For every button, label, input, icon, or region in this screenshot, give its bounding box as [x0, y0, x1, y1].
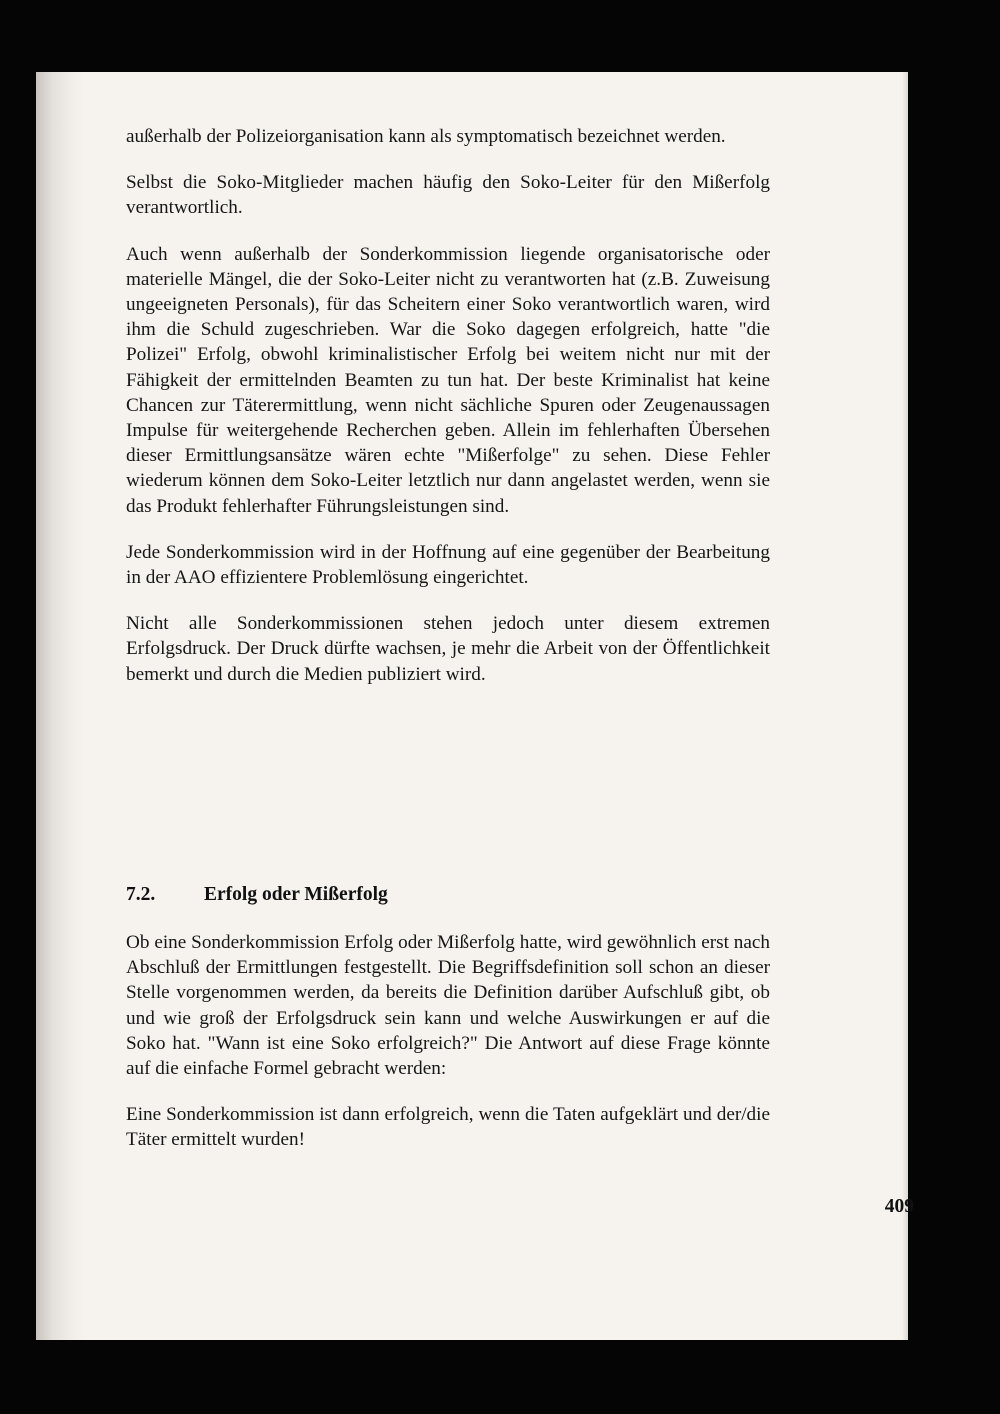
section-heading	[126, 884, 770, 906]
page-number: 409	[884, 1196, 914, 1217]
paragraph: Eine Sonderkommission ist dann erfolgreich, wenn die Taten aufgeklärt und der/die Täter ermittelt wurden!	[126, 1104, 770, 1151]
section-number: 7.2.	[126, 884, 156, 905]
body-text-upper	[126, 124, 770, 708]
body-text-lower	[126, 930, 770, 1174]
paragraph: Jede Sonderkommission wird in der Hoffnung auf eine gegenüber der Bearbeitung in der AAO effizientere Problemlösung eingerichtet.	[126, 541, 770, 589]
section-title: Erfolg oder Mißerfolg	[204, 884, 388, 905]
paragraph: Selbst die Soko-Mitglieder machen häufig den Soko-Leiter für den Mißerfolg verantwortlich.	[126, 172, 770, 219]
page-gutter-shadow	[36, 72, 84, 1340]
paragraph: Nicht alle Sonderkommissionen stehen jedoch unter diesem extremen Erfolgsdruck. Der Druck dürfte wachsen, je mehr die Arbeit von der Öffentlichkeit bemerkt und durch die Medien publiziert wird.	[126, 613, 770, 685]
paragraph: Ob eine Sonderkommission Erfolg oder Mißerfolg hatte, wird gewöhnlich erst nach Abschluß der Ermittlungen festgestellt. Die Begriffsdefinition soll schon an dieser Stelle vorgenommen werden, da bereits die Definition darüber Aufschluß gibt, ob und wie groß der Erfolgsdruck sein kann und welche Auswirkungen er auf die Soko hat. "Wann ist eine Soko erfolgreich?" Die Antwort auf diese Frage könnte auf die einfache Formel gebracht werden:	[126, 932, 770, 1080]
paragraph: Auch wenn außerhalb der Sonderkommission liegende organisatorische oder materielle Mängel, die der Soko-Leiter nicht zu verantworten hat (z.B. Zuweisung ungeeigneten Personals), für das Scheitern einer Soko verantwortlich waren, wird ihm die Schuld zugeschrieben. War die Soko dagegen erfolgreich, hatte "die Polizei" Erfolg, obwohl kriminalistischer Erfolg bei weitem nicht nur mit der Fähigkeit der ermittelnden Beamten zu tun hat. Der beste Kriminalist hat keine Chancen zur Täterermittlung, wenn nicht sächliche Spuren oder Zeugenaussagen Impulse für weitergehende Recherchen geben. Allein im fehlerhaften Übersehen dieser Ermittlungsansätze wären echte "Mißerfolge" zu sehen. Diese Fehler wiederum können dem Soko-Leiter letztlich nur dann angelastet werden, wenn sie das Produkt fehlerhafter Führungsleistungen sind.	[126, 243, 770, 517]
page-edge	[902, 72, 908, 1340]
paragraph: außerhalb der Polizeiorganisation kann als symptomatisch bezeichnet werden.	[126, 126, 726, 147]
